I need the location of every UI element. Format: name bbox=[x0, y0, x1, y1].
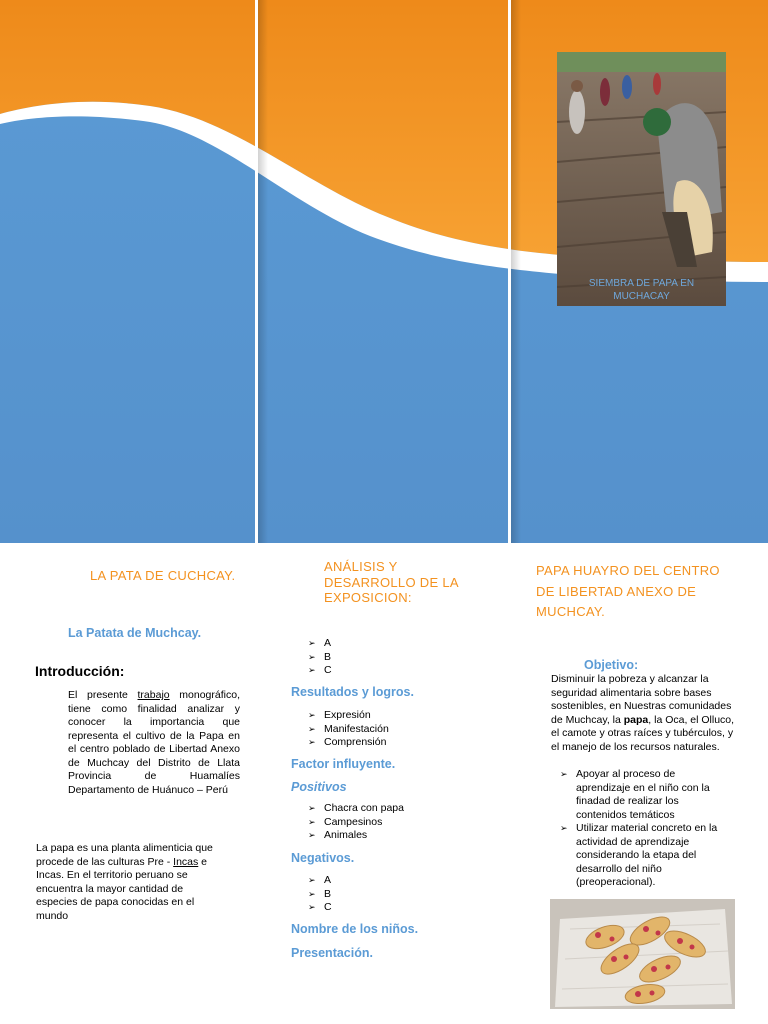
arrow-bullet-icon: ➢ bbox=[560, 769, 568, 779]
arrow-bullet-icon: ➢ bbox=[308, 737, 316, 747]
arrow-bullet-icon: ➢ bbox=[308, 710, 316, 720]
list-item: ➢ B bbox=[308, 650, 332, 663]
panel-divider-2 bbox=[508, 0, 511, 543]
list-item: ➢ Animales bbox=[308, 829, 368, 841]
panel-2 bbox=[256, 543, 512, 1024]
negativos-heading: Negativos. bbox=[291, 851, 355, 865]
arrow-bullet-icon: ➢ bbox=[308, 803, 316, 813]
positivos-heading: Positivos bbox=[291, 780, 347, 794]
arrow-bullet-icon: ➢ bbox=[308, 651, 316, 662]
intro-heading: Introducción: bbox=[35, 663, 125, 679]
panel2-title: ANÁLISIS Y DESARROLLO DE LA EXPOSICION: bbox=[324, 559, 459, 605]
arrow-bullet-icon: ➢ bbox=[308, 723, 316, 734]
negativos-list bbox=[308, 874, 332, 915]
field-photo bbox=[557, 52, 726, 306]
arrow-bullet-icon: ➢ bbox=[308, 638, 316, 648]
arrow-bullet-icon: ➢ bbox=[308, 665, 316, 675]
panel-shade-2 bbox=[258, 0, 298, 543]
panel1-subtitle: La Patata de Muchcay. bbox=[68, 626, 202, 640]
list-item: ➢ B bbox=[308, 887, 332, 900]
list-item: ➢ C bbox=[308, 664, 332, 676]
list-item: ➢ C bbox=[308, 901, 332, 913]
factor-heading: Factor influyente. bbox=[291, 757, 396, 771]
list-item: ➢ Expresión bbox=[308, 709, 371, 721]
arrow-bullet-icon: ➢ bbox=[308, 830, 316, 840]
incas-link[interactable]: Incas bbox=[173, 855, 199, 868]
panel-1 bbox=[0, 543, 256, 1024]
list-item: ➢ A bbox=[308, 874, 332, 886]
presentacion-heading: Presentación. bbox=[291, 946, 373, 960]
panel3-title: PAPA HUAYRO DEL CENTRO DE LIBERTAD ANEXO DE MUCHCAY. bbox=[536, 563, 720, 619]
objetivos-list bbox=[560, 768, 732, 890]
list-item: ➢ Comprensión bbox=[308, 736, 387, 748]
resultados-heading: Resultados y logros. bbox=[291, 685, 414, 699]
list-item: ➢ Utilizar material concreto en la actividad de aprendizaje considerando la etapa del desarrollo del niño (preoperacional). bbox=[560, 822, 718, 888]
arrow-bullet-icon: ➢ bbox=[308, 902, 316, 912]
resultados-list bbox=[308, 709, 389, 750]
arrow-bullet-icon: ➢ bbox=[308, 875, 316, 885]
trabajo-link[interactable]: trabajo bbox=[137, 689, 170, 701]
list-item: ➢ Campesinos bbox=[308, 815, 383, 828]
field-photo-caption: SIEMBRA DE PAPA EN MUCHACAY bbox=[588, 278, 695, 302]
panel1-title: LA PATA DE CUCHCAY. bbox=[90, 568, 236, 583]
list-item: ➢ Chacra con papa bbox=[308, 802, 404, 814]
arrow-bullet-icon: ➢ bbox=[308, 816, 316, 827]
ninos-heading: Nombre de los niños. bbox=[291, 922, 419, 936]
positivos-list bbox=[308, 802, 404, 843]
arrow-bullet-icon: ➢ bbox=[560, 823, 568, 833]
objetivo-paragraph: Disminuir la pobreza y alcanzar la seguridad alimentaria sobre bases sostenibles, en Nuestras comunidades de Muchcay, la papa, la Oca, el Olluco, el camote y otras raíces y tubérculos, y el manejo de los recursos naturales. bbox=[551, 673, 735, 753]
arrow-bullet-icon: ➢ bbox=[308, 888, 316, 899]
panel-shade-3 bbox=[511, 0, 551, 543]
list-item: ➢ A bbox=[308, 637, 332, 649]
intro-paragraph: El presente trabajo monográfico, tiene como finalidad analizar y conocer la importancia que representa el cultivo de la Papa en el centro poblado de Libertad Anexo de Muchcay del Distrito de Llata Provincia de Huamalíes Departamento de Huánuco – Perú bbox=[68, 689, 240, 796]
panel-divider-1 bbox=[255, 0, 258, 543]
list-item: ➢ Manifestación bbox=[308, 722, 389, 735]
list-item: ➢ Apoyar al proceso de aprendizaje en el niño con la finadad de realizar los contenidos temáticos bbox=[560, 768, 710, 821]
papa-paragraph: La papa es una planta alimenticia que procede de las culturas Pre - Incas e Incas. En el territorio peruano se encuentra la mayor cantidad de especies de papa conocidas en el mundo bbox=[36, 842, 213, 922]
potatoes-photo bbox=[550, 899, 735, 1009]
objetivo-heading: Objetivo: bbox=[584, 658, 639, 672]
list-abc-1 bbox=[308, 637, 332, 678]
